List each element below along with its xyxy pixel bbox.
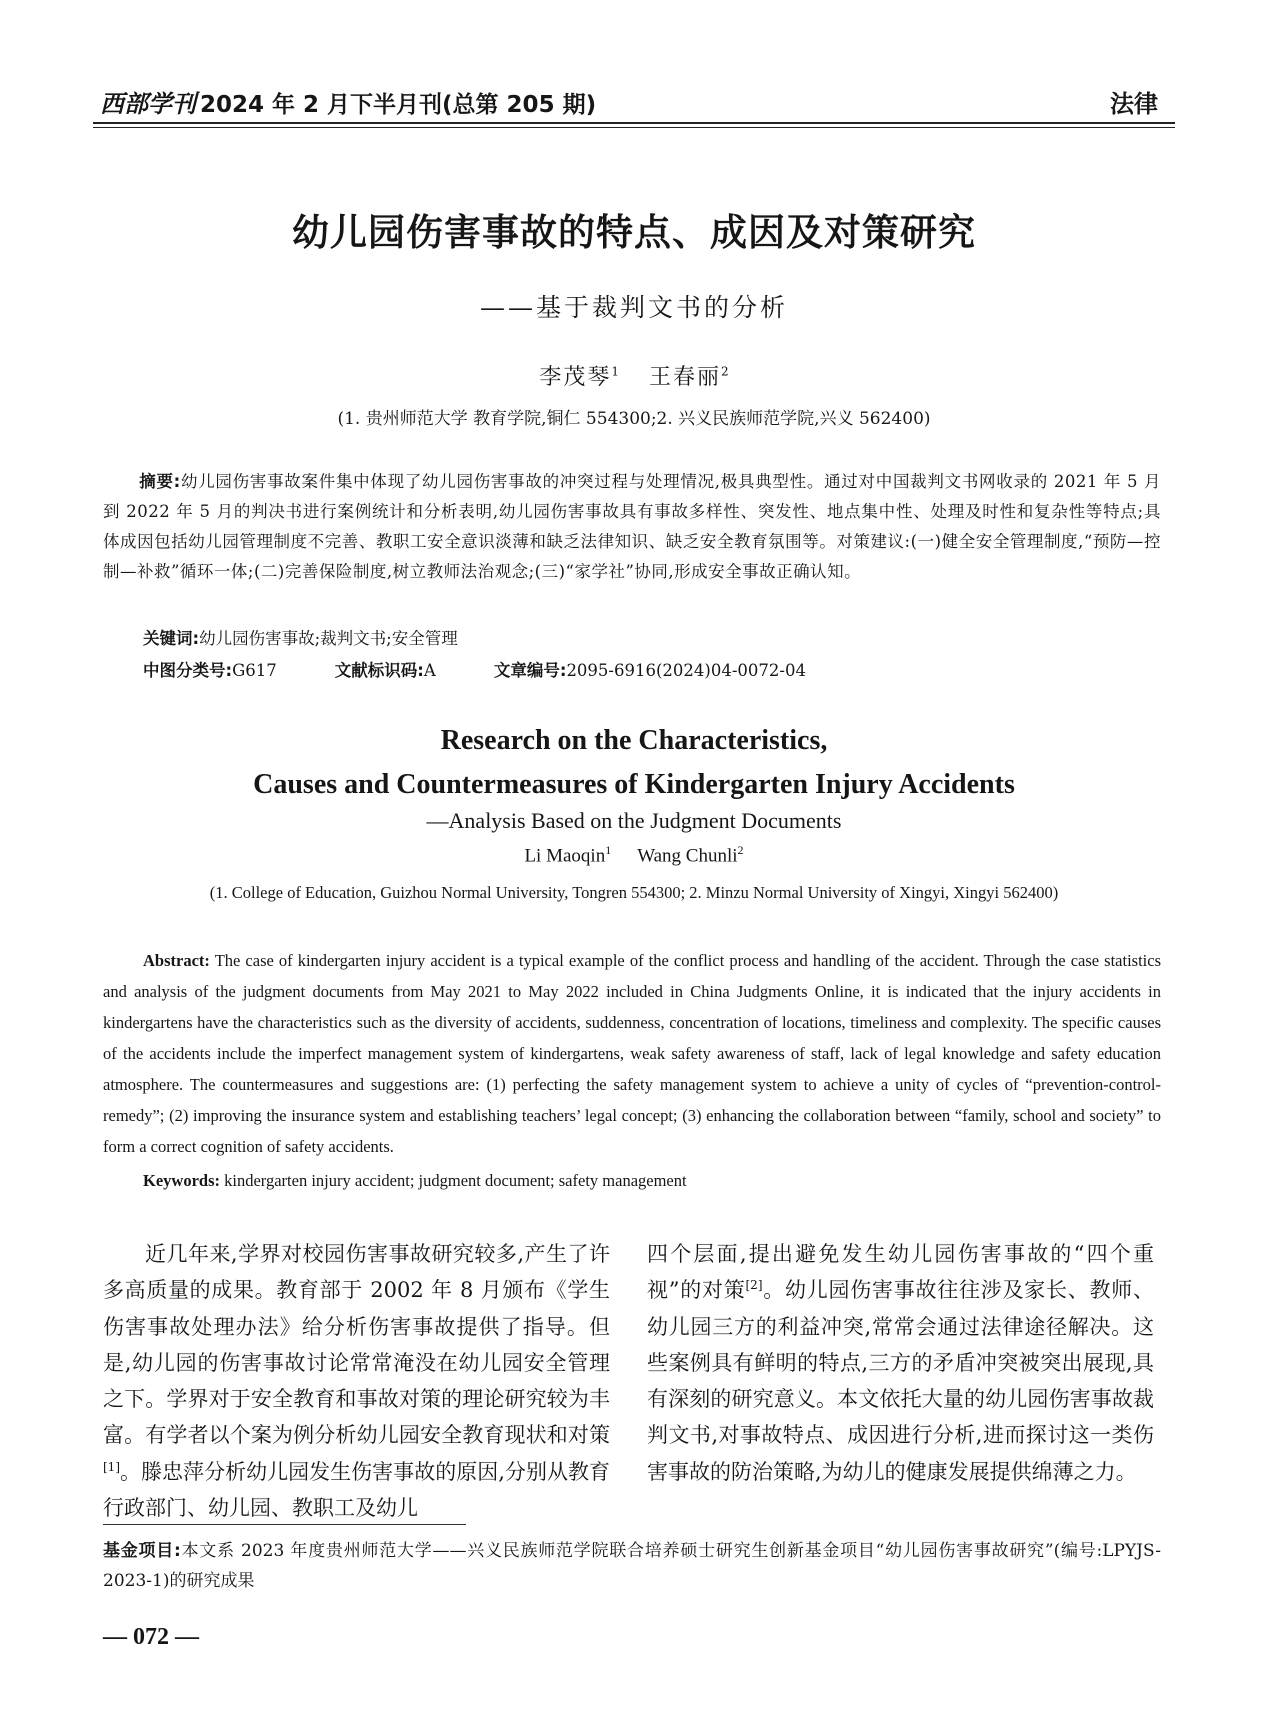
author-name: 王春丽	[649, 365, 722, 390]
affiliation-cn: (1. 贵州师范大学 教育学院,铜仁 554300;2. 兴义民族师范学院,兴义 562400)	[337, 409, 931, 429]
author-affil-marker: 1	[611, 364, 619, 379]
section-label: 法律	[1110, 90, 1158, 118]
keywords-cn	[143, 625, 458, 649]
footnote-rule	[103, 1524, 466, 1525]
journal-logo: 西部学刊	[100, 89, 196, 118]
keywords-text-cn: 幼儿园伤害事故;裁判文书;安全管理	[199, 629, 458, 648]
body-text: 近几年来,学界对校园伤害事故研究较多,产生了许多高质量的成果。教育部于 2002 年 8 月颁布《学生伤害事故处理办法》给分析伤害事故提供了指导。但是,幼儿园的伤害事故讨论常常淹没在幼儿园安全管理之下。学界对于安全教育和事故对策的理论研究较为丰富。有学者以个案为例分析幼儿园安全教育现状和对策	[103, 1242, 610, 1448]
author-name: Li Maoqin	[524, 845, 606, 867]
authors-en	[0, 843, 1268, 867]
author-affil-marker: 1	[605, 843, 612, 857]
fund-footnote	[103, 1536, 1161, 1596]
affiliation-en: (1. College of Education, Guizhou Normal University, Tongren 554300; 2. Minzu Normal University of Xingyi, Xingyi 562400)	[209, 883, 1059, 902]
body-column-right	[647, 1236, 1154, 1490]
author-name: 李茂琴	[539, 365, 612, 390]
journal-header	[100, 84, 596, 119]
page-number: — 072 —	[103, 1624, 199, 1650]
issue-info: 2024 年 2 月下半月刊(总第 205 期)	[200, 92, 597, 118]
header-rule	[93, 122, 1175, 124]
clc-label: 中图分类号:	[143, 661, 233, 680]
fund-text: 本文系 2023 年度贵州师范大学——兴义民族师范学院联合培养硕士研究生创新基金项目“幼儿园伤害事故研究”(编号:LPYJS-2023-1)的研究成果	[103, 1541, 1161, 1591]
paper-subtitle-en: —Analysis Based on the Judgment Documents	[426, 808, 842, 833]
paper-title-en-line2: Causes and Countermeasures of Kindergarten Injury Accidents	[253, 769, 1015, 800]
doc-code-label: 文献标识码:	[334, 661, 424, 680]
body-text: 。滕忠萍分析幼儿园发生伤害事故的原因,分别从教育行政部门、幼儿园、教职工及幼儿	[103, 1459, 610, 1521]
keywords-label-en: Keywords:	[143, 1171, 220, 1190]
keywords-label-cn: 关键词:	[143, 629, 200, 648]
citation-ref-2[interactable]: [2]	[745, 1278, 763, 1293]
abstract-en	[103, 945, 1161, 1162]
keywords-en	[143, 1171, 687, 1191]
author-affil-marker: 2	[721, 364, 729, 379]
author-affil-marker: 2	[737, 843, 744, 857]
abstract-label-cn: 摘要:	[139, 472, 181, 491]
paper-subtitle-cn: ——基于裁判文书的分析	[479, 293, 788, 322]
keywords-text-en: kindergarten injury accident; judgment document; safety management	[224, 1171, 687, 1190]
citation-ref-1[interactable]: [1]	[103, 1459, 120, 1474]
abstract-cn	[103, 467, 1161, 587]
abstract-text-cn: 幼儿园伤害事故案件集中体现了幼儿园伤害事故的冲突过程与处理情况,极具典型性。通过对中国裁判文书网收录的 2021 年 5 月到 2022 年 5 月的判决书进行案例统计和分析表明,幼儿园伤害事故具有事故多样性、突发性、地点集中性、处理及时性和复杂性等特点;具体成因包括幼儿园管理制度不完善、教职工安全意识淡薄和缺乏法律知识、缺乏安全教育氛围等。对策建议:(一)健全安全管理制度,“预防—控制—补救”循环一体;(二)完善保险制度,树立教师法治观念;(三)“家学社”协同,形成安全事故正确认知。	[103, 472, 1161, 581]
doc-code-value: A	[423, 661, 436, 680]
abstract-text-en: The case of kindergarten injury accident is a typical example of the conflict process and handling of the accident. Through the case statistics and analysis of the judgment documents from May 2021 to May 2022 included in China Judgments Online, it is indicated that the injury accidents in kindergartens have the characteristics such as the diversity of accidents, suddenness, concentration of locations, timeliness and complexity. The specific causes of the accidents include the imperfect management system of kindergartens, weak safety awareness of staff, lack of legal knowledge and safety education atmosphere. The countermeasures and suggestions are: (1) perfecting the safety management system to achieve a unity of cycles of “prevention-control-remedy”; (2) improving the insurance system and establishing teachers’ legal concept; (3) enhancing the collaboration between “family, school and society” to form a correct cognition of safety accidents.	[103, 951, 1161, 1156]
article-no-label: 文章编号:	[493, 661, 567, 680]
classification-line	[143, 657, 806, 681]
abstract-label-en: Abstract:	[143, 951, 210, 970]
body-column-left	[103, 1236, 610, 1526]
author-name: Wang Chunli	[637, 845, 738, 867]
article-no-value: 2095-6916(2024)04-0072-04	[566, 661, 806, 680]
clc-value: G617	[232, 661, 277, 680]
body-text: 。幼儿园伤害事故往往涉及家长、教师、幼儿园三方的利益冲突,常常会通过法律途径解决。这些案例具有鲜明的特点,三方的矛盾冲突被突出展现,具有深刻的研究意义。本文依托大量的幼儿园伤害事故裁判文书,对事故特点、成因进行分析,进而探讨这一类伤害事故的防治策略,为幼儿的健康发展提供绵薄之力。	[647, 1278, 1154, 1484]
paper-title-en-line1: Research on the Characteristics,	[440, 725, 828, 756]
fund-label: 基金项目:	[103, 1541, 181, 1561]
authors-cn	[0, 360, 1268, 391]
paper-title-cn: 幼儿园伤害事故的特点、成因及对策研究	[292, 211, 976, 254]
body-text: 四个层面,提出避免发生幼儿园伤害事故的“四个重视”的对策	[647, 1242, 1154, 1303]
header-rule-thin	[93, 127, 1175, 128]
